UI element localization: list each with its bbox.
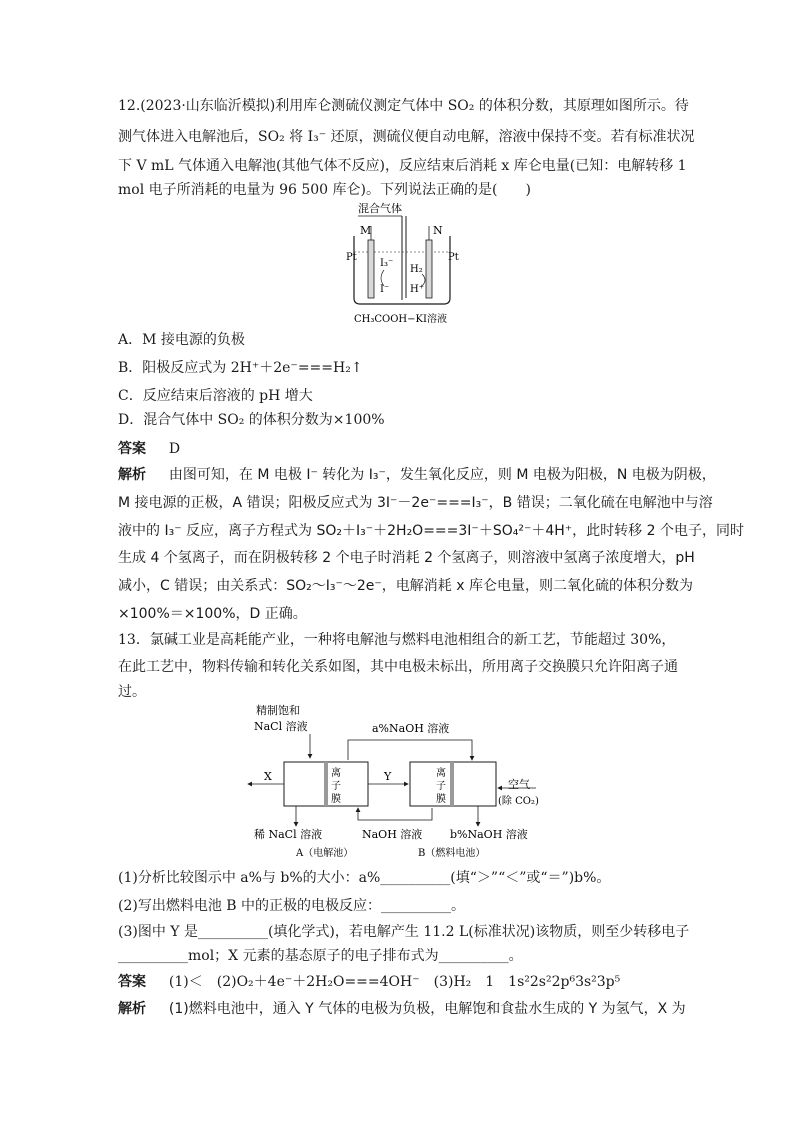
q13-fig-dilute: 稀 NaCl 溶液 xyxy=(254,828,323,841)
q13-fig-membrane-b-3: 膜 xyxy=(436,794,446,805)
q12-electrolysis-diagram xyxy=(340,200,470,330)
q13-stem-line-1: 13．氯碱工业是高耗能产业，一种将电解池与燃料电池相组合的新工艺，节能超过 30%， xyxy=(118,632,676,648)
q12-fig-pt-right: Pt xyxy=(448,252,459,263)
q12-answer xyxy=(118,439,180,459)
q13-analysis-text-1: (1)燃料电池中，通入 Y 气体的电极为负极，电解饱和食盐水生成的 Y 为氢气，X 为 xyxy=(168,1001,686,1017)
q12-stem-line-4: mol 电子所消耗的电量为 96 500 库仑)。下列说法正确的是( ) xyxy=(118,182,531,198)
q13-fig-membrane-a-2: 子 xyxy=(331,781,341,792)
q13-fig-naoh: NaOH 溶液 xyxy=(362,828,423,841)
q13-stem-line-3: 过。 xyxy=(118,684,146,700)
q13-fig-membrane-a-1: 离 xyxy=(331,768,341,779)
q13-process-diagram xyxy=(240,700,570,865)
q12-fig-m: M xyxy=(360,224,372,237)
q12-fig-i3: I₃⁻ xyxy=(380,258,394,269)
q12-fig-pt-left: Pt xyxy=(346,252,357,263)
q12-analysis-line-1 xyxy=(118,465,716,485)
q13-sub-3b: __________mol；X 元素的基态原子的电子排布式为__________。 xyxy=(118,948,523,964)
q12-stem-line-2: 测气体进入电解池后，SO₂ 将 I₃⁻ 还原，测硫仪便自动电解，溶液中保持不变。若有标准状况 xyxy=(118,129,695,145)
q13-answer xyxy=(118,972,620,992)
q13-fig-b-naoh: b%NaOH 溶液 xyxy=(450,828,528,841)
q13-fig-feed-1: 精制饱和 xyxy=(256,704,300,717)
q13-stem-line-2: 在此工艺中，物料传输和转化关系如图，其中电极未标出，所用离子交换膜只允许阳离子通 xyxy=(118,659,678,675)
q12-analysis-label: 解析 xyxy=(118,467,146,483)
q12-fig-gas-in: 混合气体 xyxy=(358,202,402,215)
q13-fig-feed-2: NaCl 溶液 xyxy=(254,720,308,733)
q12-analysis-line-2: M 接电源的正极，A 错误；阳极反应式为 3I⁻－2e⁻===I₃⁻，B 错误；二氧化硫在电解池中与溶 xyxy=(118,495,713,511)
q12-answer-label: 答案 xyxy=(118,441,146,457)
q13-fig-no-co2: (除 CO₂) xyxy=(498,796,539,807)
q13-analysis-label: 解析 xyxy=(118,1001,146,1017)
q12-answer-value: D xyxy=(168,441,181,457)
q12-fig-n: N xyxy=(433,224,443,237)
q12-fig-i: I⁻ xyxy=(380,284,390,295)
q12-stem-line-3: 下 V mL 气体通入电解池(其他气体不反应)，反应结束后消耗 x 库仑电量(已知：电解转移 1 xyxy=(118,158,687,174)
q12-analysis-text-1: 由图可知，在 M 电极 I⁻ 转化为 I₃⁻，发生氧化反应，则 M 电极为阳极，N 电极为阴极， xyxy=(168,467,716,483)
q13-fig-air: 空气 xyxy=(508,778,530,791)
q13-fig-membrane-b-1: 离 xyxy=(436,768,446,779)
q13-fig-x: X xyxy=(264,770,272,783)
q12-fig-h2: H₂ xyxy=(410,264,423,275)
q12-option-a: A．M 接电源的负极 xyxy=(118,332,245,348)
q13-sub-2: (2)写出燃料电池 B 中的正极的电极反应：__________。 xyxy=(118,898,466,914)
q13-fig-a-naoh: a%NaOH 溶液 xyxy=(372,722,450,735)
q13-answer-value: (1)＜ (2)O₂＋4e⁻＋2H₂O===4OH⁻ (3)H₂ 1 1s²2s²2p⁶3s²3p⁵ xyxy=(168,974,621,990)
q12-option-d: D．混合气体中 SO₂ 的体积分数为×100% xyxy=(118,412,385,428)
q12-analysis-line-4: 生成 4 个氢离子，而在阴极转移 2 个电子时消耗 2 个氢离子，则溶液中氢离子浓度增大，pH xyxy=(118,550,695,566)
q13-fig-membrane-b-2: 子 xyxy=(436,781,446,792)
q12-fig-solution: CH₃COOH−KI溶液 xyxy=(354,314,447,325)
q12-option-c: C．反应结束后溶液的 pH 增大 xyxy=(118,388,313,404)
q13-fig-b-label: B（燃料电池） xyxy=(418,848,486,859)
q12-analysis-line-5: 减小，C 错误；由关系式：SO₂～I₃⁻～2e⁻，电解消耗 x 库仑电量，则二氧化硫的体积分数为 xyxy=(118,578,693,594)
q12-option-b: B．阳极反应式为 2H⁺＋2e⁻===H₂↑ xyxy=(118,360,363,376)
q13-sub-3a: (3)图中 Y 是__________(填化学式)，若电解产生 11.2 L(标准状况)该物质，则至少转移电子 xyxy=(118,924,690,940)
q13-fig-a-label: A（电解池） xyxy=(296,848,354,859)
q12-stem-line-1: 12.(2023·山东临沂模拟)利用库仑测硫仪测定气体中 SO₂ 的体积分数，其原理如图所示。待 xyxy=(118,98,689,114)
q12-analysis-line-6: ×100%＝×100%，D 正确。 xyxy=(118,606,307,622)
q12-fig-h: H⁺ xyxy=(410,284,424,295)
q13-analysis-line-1 xyxy=(118,999,686,1019)
q12-analysis-line-3: 液中的 I₃⁻ 反应，离子方程式为 SO₂＋I₃⁻＋2H₂O===3I⁻＋SO₄²⁻＋4H⁺，此时转移 2 个电子，同时 xyxy=(118,523,744,539)
q13-answer-label: 答案 xyxy=(118,974,146,990)
q13-sub-1: (1)分析比较图示中 a%与 b%的大小：a%__________(填“＞”“＜”或“＝”)b%。 xyxy=(118,870,611,886)
q13-fig-membrane-a-3: 膜 xyxy=(331,794,341,805)
q13-fig-y: Y xyxy=(384,770,392,783)
